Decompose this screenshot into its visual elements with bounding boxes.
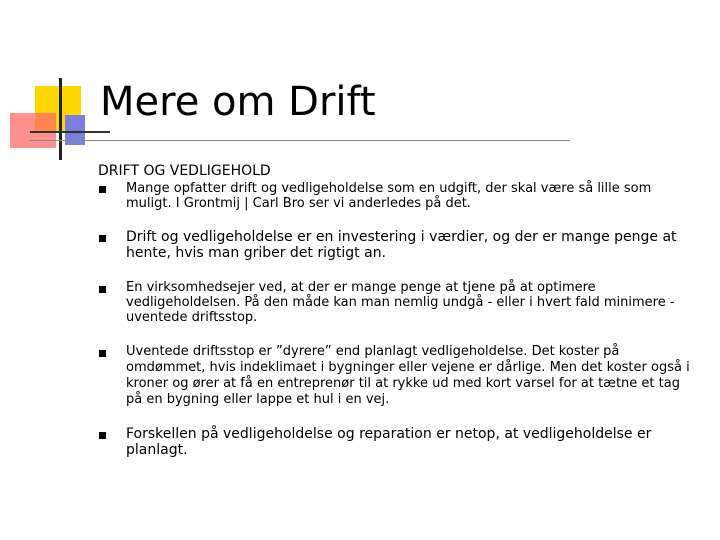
logo-horizontal-line [30, 131, 110, 133]
slide-title: Mere om Drift [100, 79, 376, 125]
bullet-item [98, 181, 698, 211]
bullet-item [98, 229, 698, 261]
square-bullet-icon [99, 432, 106, 439]
square-bullet-icon [99, 286, 106, 293]
bullet-text: Drift og vedligeholdelse er en investering i værdier, og der er mange penge at hente, hvis man griber det rigtigt an. [126, 229, 677, 261]
square-bullet-icon [99, 235, 106, 242]
bullet-item [98, 344, 698, 408]
bullet-text: Forskellen på vedligeholdelse og reparation er netop, at vedligeholdelse er planlagt. [126, 426, 652, 458]
bullet-item [98, 280, 698, 325]
bullet-text: Uventede driftsstop er ”dyrere” end planlagt vedligeholdelse. Det koster på omdømmet, hvis indeklimaet i bygninger eller vejene er dårlige. Men det koster også i kroner og ører at få en entreprenør til at rykke ud med kort varsel for at tætne et tag på en bygning eller lappe et hul i en vej. [126, 344, 690, 407]
bullet-text: En virksomhedsejer ved, at der er mange penge at tjene på at optimere vedligeholdelsen. På den måde kan man nemlig undgå - eller i hvert fald minimere - uventede driftsstop. [126, 280, 675, 325]
square-bullet-icon [99, 186, 106, 193]
slide-body [98, 163, 698, 458]
square-bullet-icon [99, 350, 106, 357]
bullet-item [98, 426, 698, 458]
logo-vertical-line [59, 78, 62, 160]
section-heading: DRIFT OG VEDLIGEHOLD [98, 163, 271, 179]
title-underline [30, 140, 570, 141]
bullet-text: Mange opfatter drift og vedligeholdelse som en udgift, der skal være så lille som muligt. I Grontmij | Carl Bro ser vi anderledes på det. [126, 181, 652, 211]
